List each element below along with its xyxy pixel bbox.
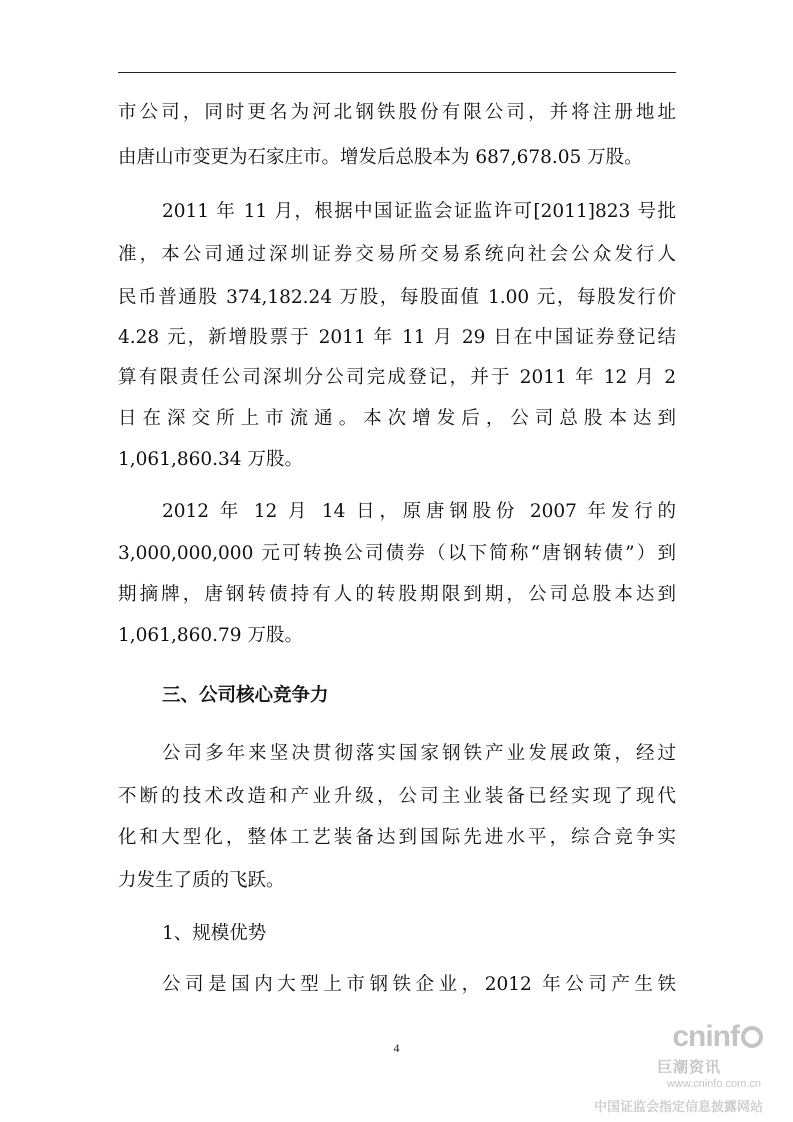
- text-line: 4.28 元，新增股票于 2011 年 11 月 29 日在中国证券登记结: [118, 327, 676, 348]
- watermark-logo: cninf: [672, 1020, 763, 1054]
- page-number: 4: [393, 1041, 400, 1055]
- text-line: 2012 年 12 月 14 日，原唐钢股份 2007 年发行的: [162, 501, 676, 522]
- text-line: 由唐山市变更为石家庄市。增发后总股本为 687,678.05 万股。: [118, 147, 643, 168]
- text-line: 市公司，同时更名为河北钢铁股份有限公司，并将注册地址: [118, 102, 676, 123]
- text-line: 日在深交所上市流通。本次增发后，公司总股本达到: [118, 408, 676, 429]
- watermark-url: www.cninfo.com.cn: [666, 1078, 761, 1090]
- text-line: 力发生了质的飞跃。: [118, 870, 285, 891]
- section-heading: 三、公司核心竞争力: [162, 685, 329, 706]
- swirl-icon: [741, 1026, 763, 1048]
- text-line: 算有限责任公司深圳分公司完成登记，并于 2011 年 12 月 2: [118, 367, 676, 388]
- text-line: 1,061,860.34 万股。: [118, 449, 303, 470]
- text-line: 期摘牌，唐钢转债持有人的转股期限到期，公司总股本达到: [118, 584, 676, 605]
- text-line: 公司多年来坚决贯彻落实国家钢铁产业发展政策，经过: [162, 743, 676, 764]
- text-line: 化和大型化，整体工艺装备达到国际先进水平，综合竞争实: [118, 827, 676, 848]
- text-line: 1,061,860.79 万股。: [118, 625, 303, 646]
- text-line: 3,000,000,000 元可转换公司债券（以下简称“唐钢转债”）到: [118, 543, 676, 564]
- text-line: 不断的技术改造和产业升级，公司主业装备已经实现了现代: [118, 786, 676, 807]
- text-line: 民币普通股 374,182.24 万股，每股面值 1.00 元，每股发行价: [118, 287, 676, 308]
- text-line: 准，本公司通过深圳证券交易所交易系统向社会公众发行人: [118, 244, 676, 265]
- header-rule: [118, 72, 676, 73]
- watermark: [593, 1020, 763, 1120]
- watermark-slogan: 中国证监会指定信息披露网站: [593, 1100, 763, 1115]
- text-line: 公司是国内大型上市钢铁企业，2012 年公司产生铁: [162, 974, 676, 995]
- watermark-name: 巨潮资讯: [656, 1058, 721, 1076]
- subsection-heading: 1、规模优势: [162, 923, 267, 944]
- text-line: 2011 年 11 月，根据中国证监会证监许可[2011]823 号批: [162, 201, 676, 222]
